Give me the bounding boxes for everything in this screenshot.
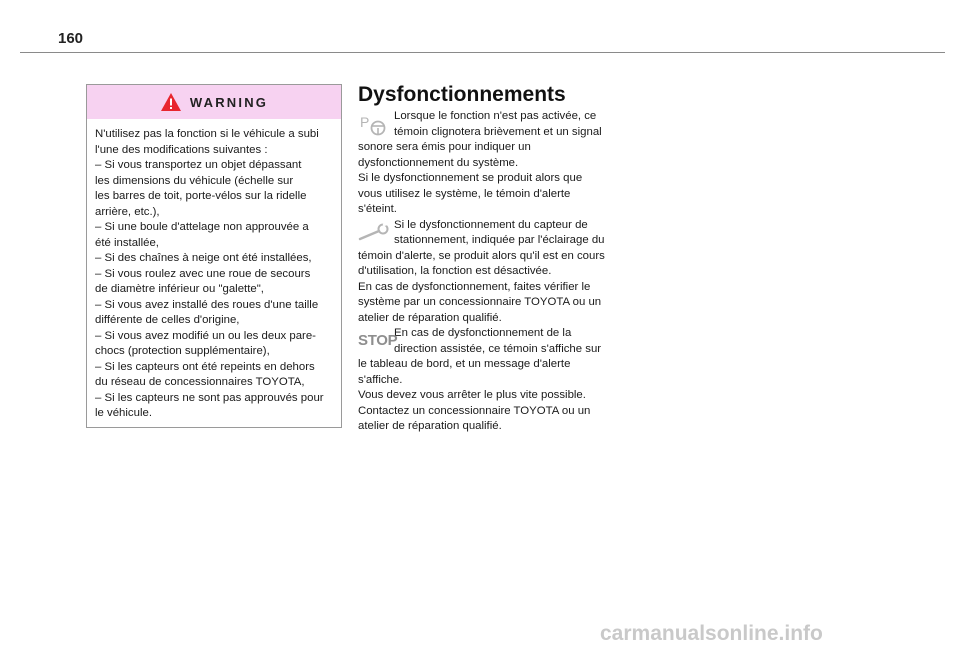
block-line: dysfonctionnement du système. xyxy=(358,156,519,169)
block-line: Vous devez vous arrêter le plus vite possible. xyxy=(358,389,586,401)
block-line: témoin d'alerte, se produit alors qu'il est en cours xyxy=(358,249,605,262)
warning-line: – Si vous avez installé des roues d'une taille xyxy=(95,298,319,311)
warning-line: les dimensions du véhicule (échelle sur xyxy=(95,174,294,187)
warning-line: – Si des chaînes à neige ont été installées, xyxy=(95,252,312,264)
warning-line: – Si les capteurs ont été repeints en dehors xyxy=(95,360,315,373)
block-line: stationnement, indiquée par l'éclairage du xyxy=(394,234,605,246)
warning-line: les barres de toit, porte-vélos sur la ridelle xyxy=(95,190,307,202)
block-line: atelier de réparation qualifié. xyxy=(358,420,502,432)
warning-title: WARNING xyxy=(189,94,269,110)
block-line: atelier de réparation qualifié. xyxy=(358,311,502,324)
warning-header xyxy=(87,85,341,119)
block-line: Lorsque le fonction n'est pas activée, ce xyxy=(394,110,597,122)
block-line: système par un concessionnaire TOYOTA ou un xyxy=(358,296,602,308)
block-line: d'utilisation, la fonction est désactivée. xyxy=(358,265,552,277)
block-line: direction assistée, ce témoin s'affiche sur xyxy=(394,342,602,355)
section-title: Dysfonctionnements xyxy=(358,83,566,106)
watermark: carmanualsonline.info xyxy=(600,622,823,645)
warning-line: le véhicule. xyxy=(95,407,152,419)
parking-assist-block xyxy=(358,109,620,218)
warning-line: – Si les capteurs ne sont pas approuvés pour xyxy=(95,391,324,404)
block-line: Si le dysfonctionnement se produit alors que xyxy=(358,172,583,184)
warning-line: – Si une boule d'attelage non approuvée a xyxy=(95,221,309,233)
warning-line: différente de celles d'origine, xyxy=(95,314,240,326)
warning-line: – Si vous roulez avec une roue de secours xyxy=(95,267,311,280)
warning-line: – Si vous transportez un objet dépassant xyxy=(95,159,302,171)
block-line: Contactez un concessionnaire TOYOTA ou un xyxy=(358,404,591,417)
page-number: 160 xyxy=(58,30,84,47)
svg-text:P: P xyxy=(360,114,370,130)
wrench-icon xyxy=(358,222,390,250)
warning-triangle-icon xyxy=(160,92,182,112)
block-line: s'éteint. xyxy=(358,203,397,215)
stop-icon: STOP xyxy=(358,332,398,349)
warning-line: du réseau de concessionnaires TOYOTA, xyxy=(95,376,305,388)
block-line: sonore sera émis pour indiquer un xyxy=(358,141,531,153)
warning-line: de diamètre inférieur ou "galette", xyxy=(95,283,264,295)
warning-line: – Si vous avez modifié un ou les deux pare- xyxy=(95,329,316,342)
warning-box xyxy=(86,84,342,428)
warning-text xyxy=(87,119,341,422)
warning-line: arrière, etc.), xyxy=(95,205,160,218)
block-line: vous utilisez le système, le témoin d'alerte xyxy=(358,187,571,200)
header-divider xyxy=(20,52,945,53)
block-line: Si le dysfonctionnement du capteur de xyxy=(394,218,588,231)
block-line: le tableau de bord, et un message d'alerte xyxy=(358,358,571,370)
block-line: En cas de dysfonctionnement de la xyxy=(394,327,572,339)
parking-assist-icon xyxy=(358,113,390,143)
warning-line: N'utilisez pas la fonction si le véhicule a subi xyxy=(95,128,319,140)
block-line: s'affiche. xyxy=(358,373,403,386)
warning-line: chocs (protection supplémentaire), xyxy=(95,345,270,357)
warning-line: l'une des modifications suivantes : xyxy=(95,143,268,156)
block-line: En cas de dysfonctionnement, faites vérifier le xyxy=(358,280,591,293)
block-line: témoin clignotera brièvement et un signal xyxy=(394,125,602,138)
malfunction-section xyxy=(358,109,620,435)
warning-line: été installée, xyxy=(95,236,159,249)
stop-block xyxy=(358,326,620,435)
wrench-block xyxy=(358,218,620,327)
